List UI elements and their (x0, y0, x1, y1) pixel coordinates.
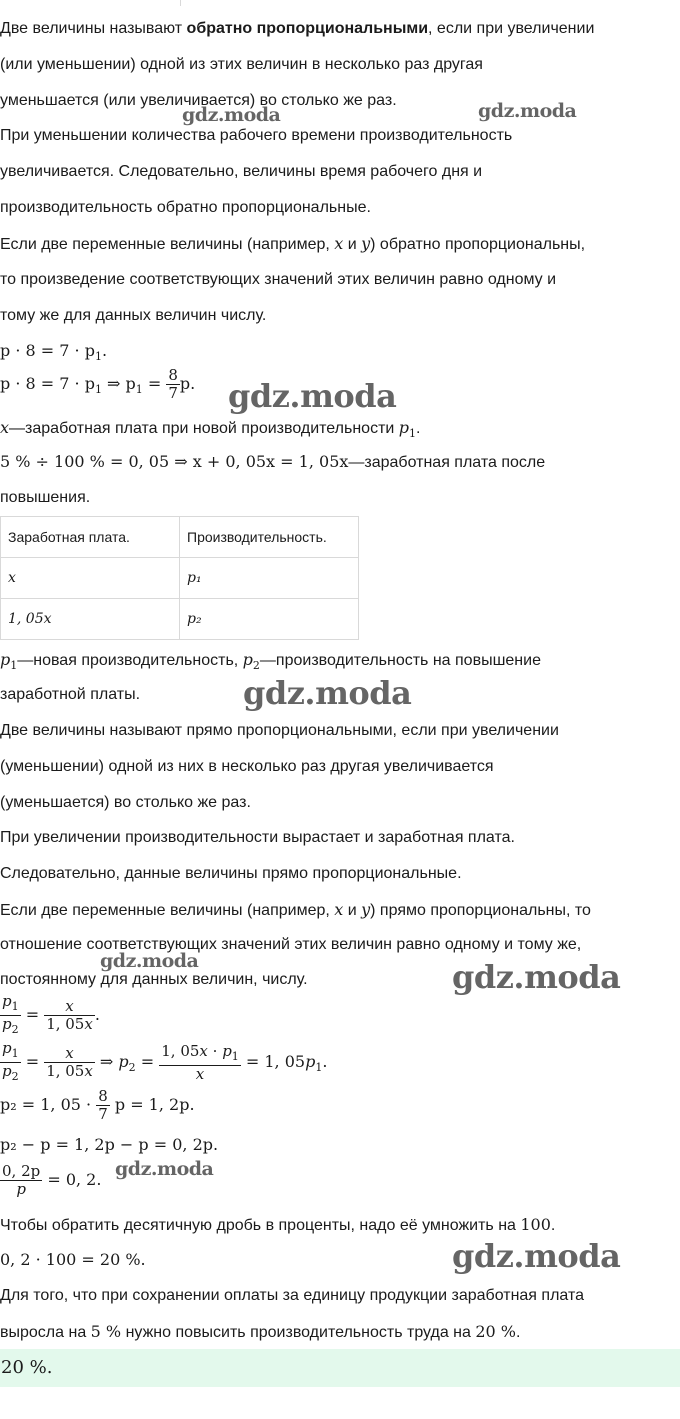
x-definition-line: x—заработная плата при новой производительности $p_1$. (0, 418, 421, 441)
definition-direct-line-1: Две величины называют прямо пропорциональными, если при увеличении (0, 722, 559, 739)
definition-inverse-line-2: (или уменьшении) одной из этих величин в несколько раз другая (0, 56, 483, 73)
direct-rule-line-1: Если две переменные величины (например, x и y) прямо пропорциональны, то (0, 900, 591, 919)
p2-value-formula: p₂ = 1, 05 · $\frac{8}{7}$ p = 1, 2p. (0, 1087, 195, 1123)
watermark: gdz.moda (182, 104, 281, 126)
direct-rule-line-3: постоянному для данных величин, числу. (0, 971, 308, 988)
table-top-stub (0, 0, 360, 6)
watermark: gdz.moda (115, 1158, 214, 1180)
table-cell: 1, 05x (1, 599, 180, 640)
p1-p2-definition-line-2: заработной платы. (0, 686, 141, 703)
fraction-8-7: $\frac{8}{7}$ (168, 366, 178, 402)
work-time-line-1: При уменьшении количества рабочего времени производительность (0, 127, 513, 144)
watermark: gdz.moda (478, 100, 577, 122)
inverse-rule-line-2: то произведение соответствующих значений этих величин равно одному и (0, 271, 557, 288)
work-time-line-2: увеличивается. Следовательно, величины время рабочего дня и (0, 163, 483, 180)
watermark: gdz.moda (100, 950, 199, 972)
direct-rule-line-2: отношение соответствующих значений этих величин равно одному и тому же, (0, 936, 582, 953)
ratio-formula-solve: $\frac{p_1}{p_2}$ = $\frac{x}{1, 05x}$ ⇒ $p_2$ = $\frac{1, 05x \cdot p_1}{x}$ = 1, $05p_1$. (2, 1039, 328, 1083)
watermark: gdz.moda (452, 1237, 621, 1275)
table-row (1, 517, 359, 558)
table-header-cell: Производительность. (180, 517, 359, 558)
salary-productivity-table (0, 516, 359, 640)
definition-inverse-line-3: уменьшается (или увеличивается) во столько же раз. (0, 92, 397, 109)
conclusion-line-1: Для того, что при сохранении оплаты за единицу продукции заработная плата (0, 1287, 584, 1304)
definition-direct-line-3: (уменьшается) во столько же раз. (0, 794, 251, 811)
salary-growth-line-2: Следовательно, данные величины прямо пропорциональные. (0, 865, 462, 882)
formula-p1: $p \cdot 8 = 7 \cdot p_1$ ⇒ $p_1$ = $\frac{8}{7}$ p. (0, 366, 196, 402)
watermark: gdz.moda (243, 674, 412, 712)
watermark: gdz.moda (452, 958, 621, 996)
percent-formula-line-2: повышения. (0, 489, 91, 506)
conclusion-line-2: выросла на 5 % нужно повысить производительность труда на 20 %. (0, 1322, 521, 1341)
difference-formula: p₂ − p = 1, 2p − p = 0, 2p. (0, 1135, 219, 1154)
ratio-result-formula: $\frac{0, 2p}{p}$ = 0, 2. (2, 1162, 102, 1198)
percent-result-formula: 0, 2 · 100 = 20 %. (0, 1250, 146, 1269)
table-header-cell: Заработная плата. (1, 517, 180, 558)
inverse-rule-line-3: тому же для данных величин числу. (0, 307, 267, 324)
percent-formula-line: 5 % ÷ 100 % = 0, 05 ⇒ x + 0, 05x = 1, 05x—заработная плата после (0, 452, 546, 471)
formula-product: $p \cdot 8 = 7 \cdot p_1$. (0, 341, 108, 364)
table-cell: x (1, 558, 180, 599)
table-row (1, 558, 359, 599)
salary-growth-line-1: При увеличении производительности вырастает и заработная плата. (0, 829, 515, 846)
definition-direct-line-2: (уменьшении) одной из них в несколько раз другая увеличивается (0, 758, 494, 775)
table-cell: p₁ (180, 558, 359, 599)
watermark: gdz.moda (228, 377, 397, 415)
work-time-line-3: производительность обратно пропорциональные. (0, 199, 371, 216)
answer-box: 20 %. (0, 1349, 680, 1387)
table-cell: p₂ (180, 599, 359, 640)
definition-inverse-line-1: Две величины называют обратно пропорциональными, если при увеличении (0, 20, 595, 37)
ratio-formula: $\frac{p_1}{p_2}$ = $\frac{x}{1, 05x}$ . (2, 992, 100, 1036)
table-row (1, 599, 359, 640)
inverse-rule-line-1: Если две переменные величины (например, x и y) обратно пропорциональны, (0, 234, 586, 253)
percent-conversion-line: Чтобы обратить десятичную дробь в проценты, надо её умножить на 100. (0, 1215, 556, 1234)
p1-p2-definition-line-1: $p_1—новая$ производительность, $p_2—производительность$ на повышение (0, 650, 541, 673)
